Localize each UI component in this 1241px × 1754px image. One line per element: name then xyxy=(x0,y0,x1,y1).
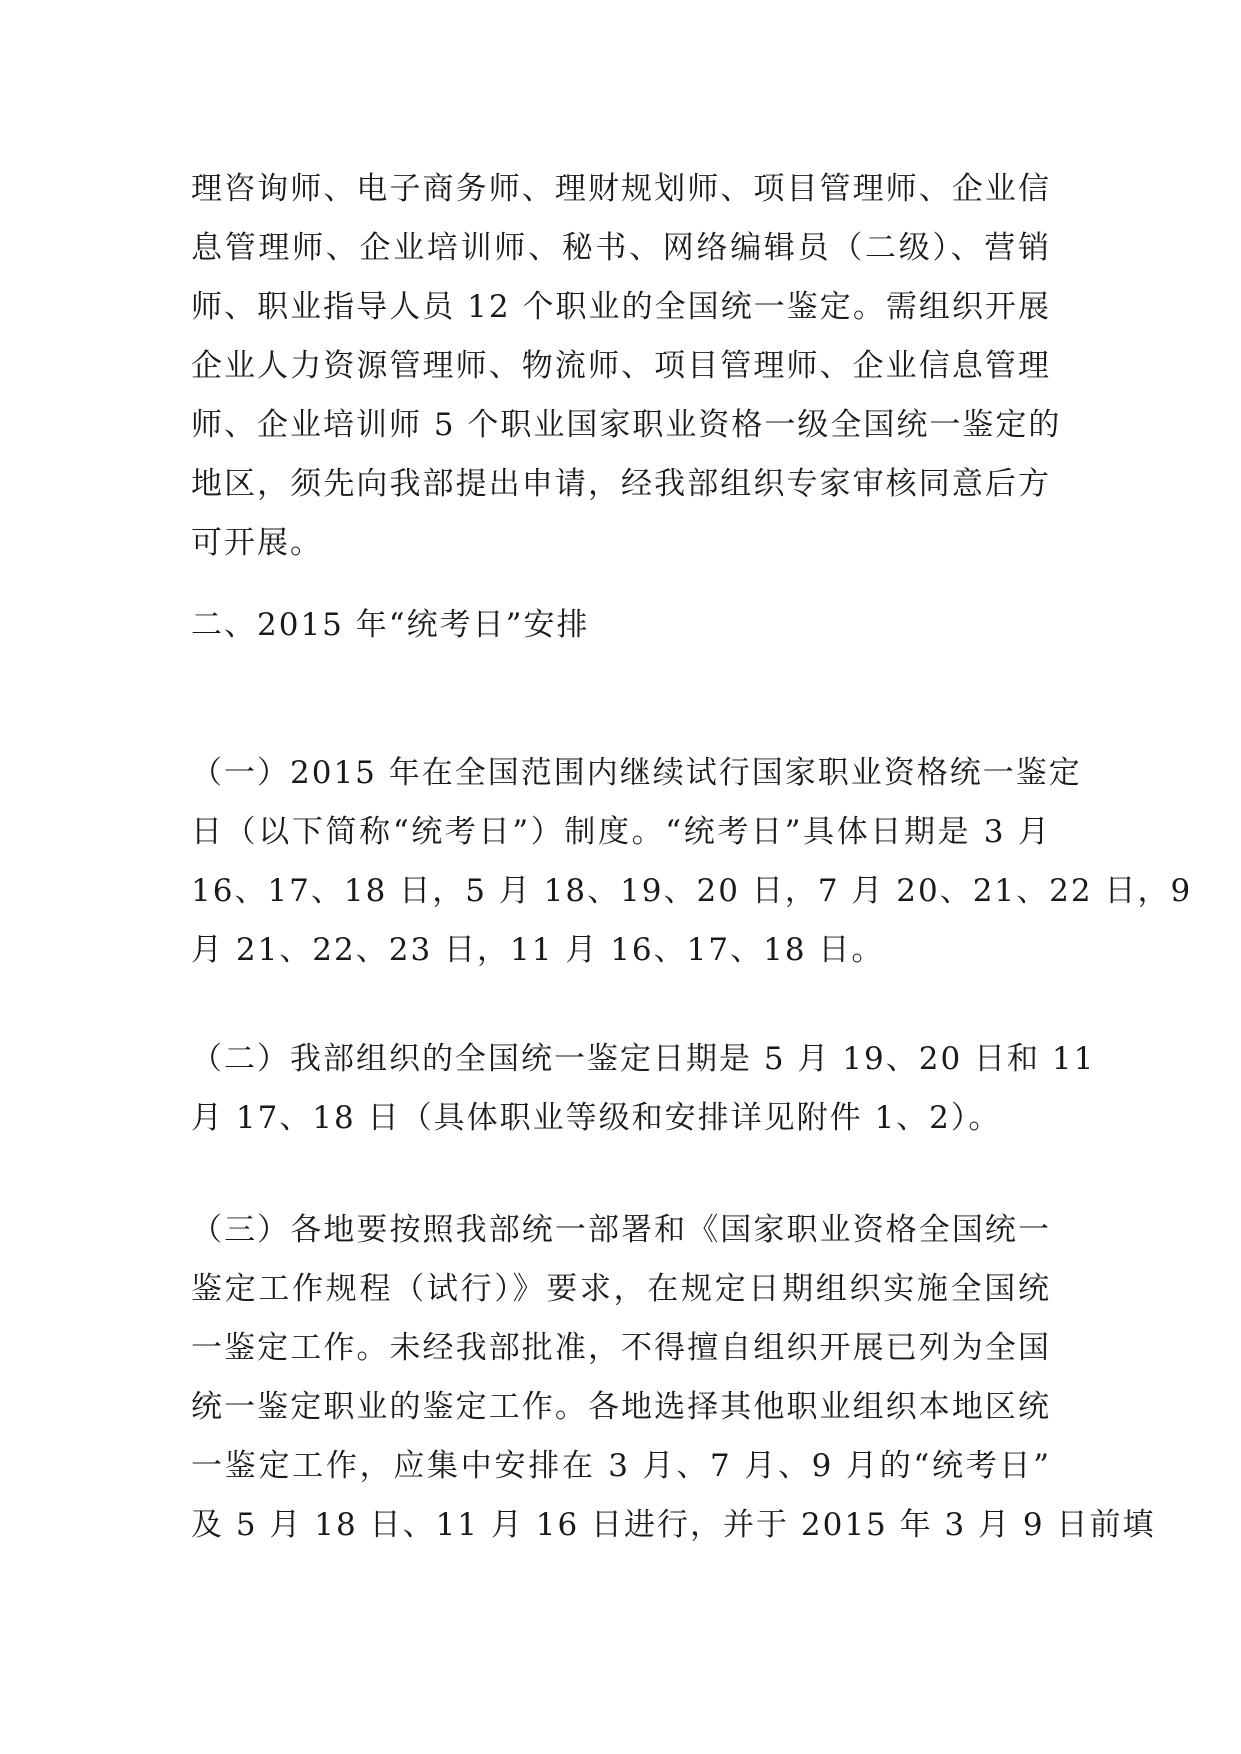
text-line: 鉴定工作规程（试行）》要求，在规定日期组织实施全国统 xyxy=(191,1271,1051,1307)
text-line: 16、17、18 日，5 月 18、19、20 日，7 月 20、21、22 日，9 xyxy=(191,873,1193,909)
paragraph-exam-days xyxy=(191,744,1193,980)
text-line: （一）2015 年在全国范围内继续试行国家职业资格统一鉴定 xyxy=(191,755,1082,791)
text-line: （二）我部组织的全国统一鉴定日期是 5 月 19、20 日和 11 xyxy=(191,1041,1096,1077)
text-line: 月 21、22、23 日，11 月 16、17、18 日。 xyxy=(191,932,885,968)
section-heading xyxy=(191,596,1051,655)
text-line: 月 17、18 日（具体职业等级和安排详见附件 1、2）。 xyxy=(191,1100,1002,1136)
heading-text: 二、2015 年“统考日”安排 xyxy=(191,607,590,643)
text-line: 地区，须先向我部提出申请，经我部组织专家审核同意后方 xyxy=(191,466,1051,502)
paragraph-occupations xyxy=(191,160,1062,573)
text-line: 一鉴定工作，应集中安排在 3 月、7 月、9 月的“统考日” xyxy=(191,1448,1051,1484)
text-line: 企业人力资源管理师、物流师、项目管理师、企业信息管理 xyxy=(191,348,1051,384)
text-line: 师、职业指导人员 12 个职业的全国统一鉴定。需组织开展 xyxy=(191,289,1051,325)
text-line: 一鉴定工作。未经我部批准，不得擅自组织开展已列为全国 xyxy=(191,1330,1051,1366)
text-line: 息管理师、企业培训师、秘书、网络编辑员（二级）、营销 xyxy=(191,230,1051,266)
text-line: 日（以下简称“统考日”）制度。“统考日”具体日期是 3 月 xyxy=(191,814,1051,850)
paragraph-national-dates xyxy=(191,1030,1096,1148)
paragraph-local-arrangements xyxy=(191,1201,1156,1555)
text-line: 可开展。 xyxy=(191,525,323,561)
text-line: 师、企业培训师 5 个职业国家职业资格一级全国统一鉴定的 xyxy=(191,407,1062,443)
text-line: 理咨询师、电子商务师、理财规划师、项目管理师、企业信 xyxy=(191,171,1051,207)
text-line: 及 5 月 18 日、11 月 16 日进行，并于 2015 年 3 月 9 日前填 xyxy=(191,1507,1156,1543)
text-line: （三）各地要按照我部统一部署和《国家职业资格全国统一 xyxy=(191,1212,1051,1248)
text-line: 统一鉴定职业的鉴定工作。各地选择其他职业组织本地区统 xyxy=(191,1389,1051,1425)
